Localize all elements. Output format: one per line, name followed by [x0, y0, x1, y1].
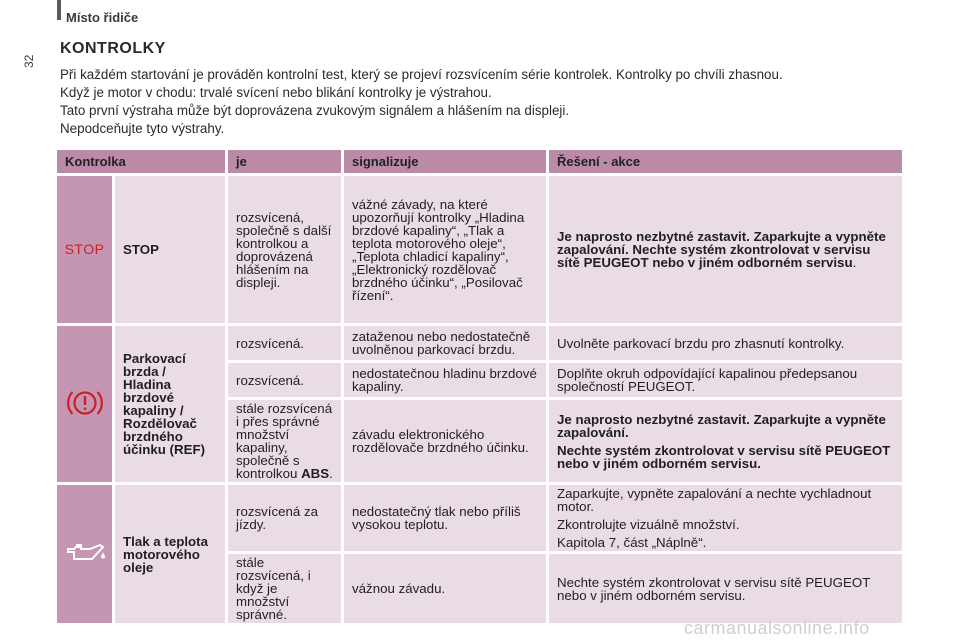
oil-signal-1: nedostatečný tlak nebo příliš vysokou teplotu.: [344, 485, 549, 554]
stop-name: STOP: [115, 176, 228, 326]
page-title: KONTROLKY: [60, 40, 166, 57]
brake-action-1: Uvolněte parkovací brzdu pro zhasnutí kontrolky.: [549, 326, 902, 363]
oil-can-icon: [64, 541, 106, 565]
oil-action-1-line: Zkontrolujte vizuálně množství.: [557, 517, 740, 532]
oil-action-2: Nechte systém zkontrolovat v servisu sítě PEUGEOT nebo v jiném odborném servisu.: [549, 554, 902, 626]
oil-state-2: stále rozsvícená, i když je množství správné.: [228, 554, 344, 626]
table-header-row: [57, 150, 902, 176]
brake-action-3-line: Nechte systém zkontrolovat v servisu sítě PEUGEOT nebo v jiném odborném servisu.: [557, 442, 891, 471]
stop-action-end: .: [852, 255, 857, 270]
brake-state-3: [228, 400, 344, 485]
abs-label: ABS: [301, 466, 330, 481]
brake-warning-icon: [65, 386, 105, 420]
intro-line: Tato první výstraha může být doprovázena zvukovým signálem a hlášením na displeji.: [60, 103, 570, 118]
brake-state-1: rozsvícená.: [228, 326, 344, 363]
brake-action-3: [549, 400, 902, 485]
brake-action-3-line: Je naprosto nezbytné zastavit. Zaparkujte a vypněte zapalování.: [557, 411, 886, 440]
table-row-stop: [57, 176, 902, 326]
section-label: Místo řidiče: [66, 10, 139, 25]
header-je: je: [228, 150, 344, 176]
stop-text-icon: STOP: [64, 241, 105, 257]
stop-icon-cell: [57, 176, 115, 326]
oil-action-1: [549, 485, 902, 554]
stop-action: [549, 176, 902, 326]
stop-state: rozsvícená, společně s další kontrolkou a doprovázená hlášením na displeji.: [228, 176, 344, 326]
oil-signal-2: vážnou závadu.: [344, 554, 549, 626]
brake-icon-cell: [57, 326, 115, 485]
oil-action-1-line: Kapitola 7, část „Náplně“.: [557, 535, 707, 550]
warning-lights-table: [57, 150, 902, 626]
header-kontrolka: Kontrolka: [57, 150, 228, 176]
stop-action-bold: Je naprosto nezbytné zastavit. Zaparkujte a vypněte zapalování. Nechte systém zkontrolovat v servisu sítě PEUGEOT nebo v jiném odborném servisu: [557, 229, 886, 270]
brake-name: Parkovací brzda / Hladina brzdové kapaliny / Rozdělovač brzdného účinku (REF): [115, 326, 228, 485]
brake-state-2: rozsvícená.: [228, 363, 344, 400]
oil-state-1: rozsvícená za jízdy.: [228, 485, 344, 554]
oil-icon-cell: [57, 485, 115, 626]
oil-name: Tlak a teplota motorového oleje: [115, 485, 228, 626]
table-row-oil-1: [57, 485, 902, 554]
table-row-brake-1: [57, 326, 902, 363]
intro-line: Při každém startování je prováděn kontrolní test, který se projeví rozsvícením série kontrolek. Kontrolky po chvíli zhasnou.: [60, 67, 783, 82]
intro-line: Když je motor v chodu: trvalé svícení nebo blikání kontrolky je výstrahou.: [60, 85, 492, 100]
brake-signal-1: zataženou nebo nedostatečně uvolněnou parkovací brzdu.: [344, 326, 549, 363]
brake-signal-2: nedostatečnou hladinu brzdové kapaliny.: [344, 363, 549, 400]
section-marker-bar: [57, 0, 61, 20]
intro-line: Nepodceňujte tyto výstrahy.: [60, 121, 225, 136]
stop-signal: vážné závady, na které upozorňují kontrolky „Hladina brzdové kapaliny“, „Tlak a teplota motorového oleje“, „Teplota chladicí kapaliny“, „Elektronický rozdělovač brzdného účinku“, „Posilovač řízení“.: [344, 176, 549, 326]
brake-action-2: Doplňte okruh odpovídající kapalinou předepsanou společností PEUGEOT.: [549, 363, 902, 400]
header-reseni: Řešení - akce: [549, 150, 902, 176]
brake-state-3-text: stále rozsvícená i přes správné množství kapaliny, společně s kontrolkou: [236, 401, 333, 481]
brake-state-3-end: .: [329, 466, 333, 481]
watermark: carmanualsonline.info: [684, 618, 870, 638]
page-number: 32: [22, 54, 36, 68]
header-signalizuje: signalizuje: [344, 150, 549, 176]
brake-signal-3: závadu elektronického rozdělovače brzdného účinku.: [344, 400, 549, 485]
oil-action-1-line: Zaparkujte, vypněte zapalování a nechte vychladnout motor.: [557, 486, 872, 514]
intro-text: [60, 66, 920, 138]
